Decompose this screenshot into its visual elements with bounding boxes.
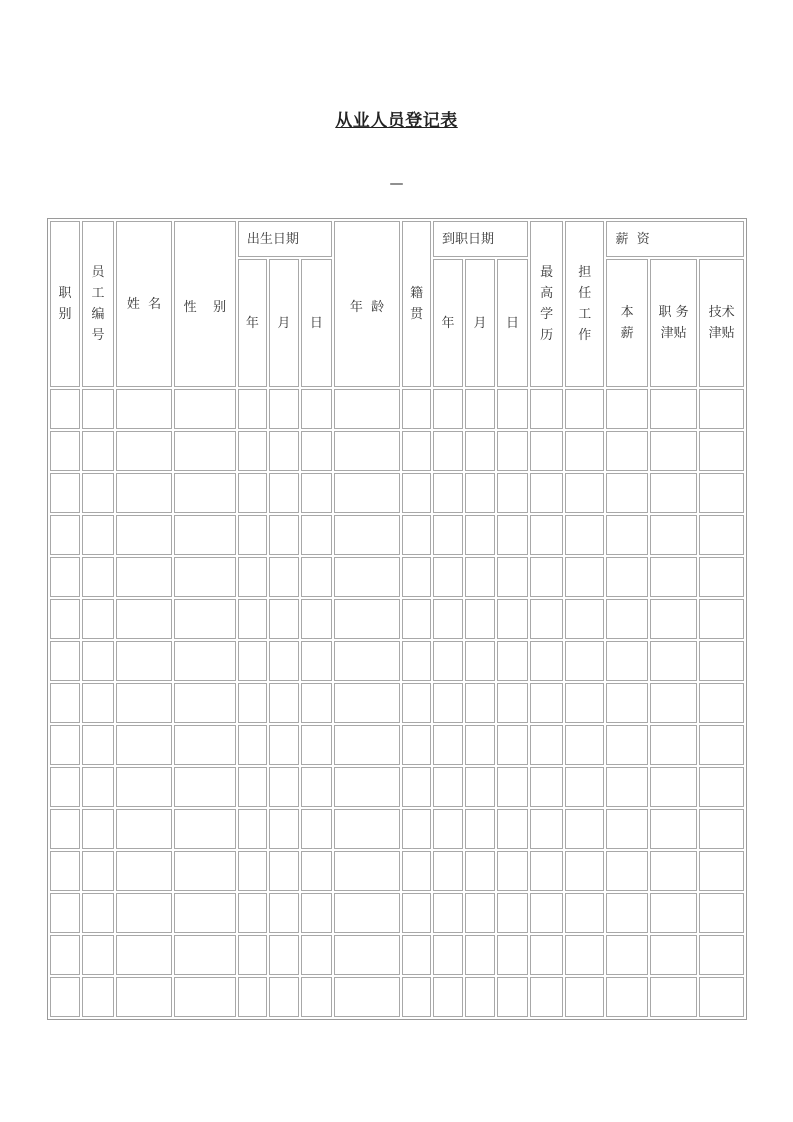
table-row — [50, 641, 744, 681]
table-cell[interactable] — [50, 431, 80, 471]
table-cell[interactable] — [565, 599, 604, 639]
table-cell[interactable] — [334, 767, 400, 807]
table-cell[interactable] — [606, 809, 647, 849]
table-cell[interactable] — [82, 515, 114, 555]
table-cell[interactable] — [82, 683, 114, 723]
header-join-day: 日 — [497, 259, 528, 387]
table-cell[interactable] — [269, 851, 299, 891]
table-cell[interactable] — [497, 935, 528, 975]
header-join-date: 到职日期 — [433, 221, 528, 257]
table-cell[interactable] — [497, 767, 528, 807]
table-cell[interactable] — [530, 557, 563, 597]
table-cell[interactable] — [402, 977, 431, 1017]
table-cell[interactable] — [606, 557, 647, 597]
table-cell[interactable] — [334, 431, 400, 471]
table-cell[interactable] — [606, 893, 647, 933]
table-cell[interactable] — [301, 515, 332, 555]
table-cell[interactable] — [402, 431, 431, 471]
table-cell[interactable] — [50, 389, 80, 429]
table-cell[interactable] — [402, 893, 431, 933]
table-cell[interactable] — [465, 809, 495, 849]
table-cell[interactable] — [433, 725, 463, 765]
table-row — [50, 851, 744, 891]
table-cell[interactable] — [497, 725, 528, 765]
table-cell[interactable] — [699, 515, 744, 555]
table-cell[interactable] — [650, 515, 698, 555]
table-row — [50, 557, 744, 597]
table-cell[interactable] — [699, 851, 744, 891]
table-cell[interactable] — [465, 515, 495, 555]
table-cell[interactable] — [301, 473, 332, 513]
table-cell[interactable] — [699, 977, 744, 1017]
table-cell[interactable] — [465, 557, 495, 597]
table-cell[interactable] — [433, 893, 463, 933]
table-cell[interactable] — [174, 935, 236, 975]
table-cell[interactable] — [465, 767, 495, 807]
table-cell[interactable] — [530, 389, 563, 429]
table-cell[interactable] — [174, 767, 236, 807]
table-cell[interactable] — [269, 641, 299, 681]
table-cell[interactable] — [565, 431, 604, 471]
table-cell[interactable] — [650, 935, 698, 975]
table-cell[interactable] — [433, 809, 463, 849]
table-cell[interactable] — [238, 725, 267, 765]
table-cell[interactable] — [116, 725, 172, 765]
table-cell[interactable] — [238, 935, 267, 975]
table-cell[interactable] — [465, 641, 495, 681]
table-cell[interactable] — [82, 473, 114, 513]
table-cell[interactable] — [465, 473, 495, 513]
table-cell[interactable] — [238, 767, 267, 807]
table-cell[interactable] — [334, 515, 400, 555]
table-cell[interactable] — [50, 893, 80, 933]
table-cell[interactable] — [174, 431, 236, 471]
table-cell[interactable] — [530, 683, 563, 723]
table-cell[interactable] — [465, 977, 495, 1017]
table-cell[interactable] — [334, 473, 400, 513]
header-birth-month: 月 — [269, 259, 299, 387]
table-cell[interactable] — [699, 893, 744, 933]
table-cell[interactable] — [82, 935, 114, 975]
table-cell[interactable] — [465, 389, 495, 429]
table-cell[interactable] — [497, 683, 528, 723]
table-cell[interactable] — [269, 725, 299, 765]
table-cell[interactable] — [433, 557, 463, 597]
table-cell[interactable] — [402, 809, 431, 849]
table-cell[interactable] — [50, 851, 80, 891]
table-cell[interactable] — [301, 935, 332, 975]
table-cell[interactable] — [433, 389, 463, 429]
table-cell[interactable] — [174, 557, 236, 597]
table-cell[interactable] — [238, 515, 267, 555]
table-cell[interactable] — [530, 431, 563, 471]
table-cell[interactable] — [530, 599, 563, 639]
table-cell[interactable] — [82, 809, 114, 849]
table-cell[interactable] — [174, 515, 236, 555]
table-cell[interactable] — [699, 473, 744, 513]
table-cell[interactable] — [497, 851, 528, 891]
table-cell[interactable] — [238, 893, 267, 933]
table-cell[interactable] — [50, 473, 80, 513]
table-cell[interactable] — [465, 893, 495, 933]
table-cell[interactable] — [465, 935, 495, 975]
table-cell[interactable] — [699, 389, 744, 429]
table-cell[interactable] — [82, 893, 114, 933]
table-cell[interactable] — [650, 431, 698, 471]
table-cell[interactable] — [530, 515, 563, 555]
header-position: 职 别 — [50, 221, 80, 387]
table-cell[interactable] — [433, 515, 463, 555]
table-cell[interactable] — [301, 767, 332, 807]
table-cell[interactable] — [433, 431, 463, 471]
table-cell[interactable] — [50, 683, 80, 723]
table-cell[interactable] — [301, 431, 332, 471]
table-cell[interactable] — [116, 641, 172, 681]
table-cell[interactable] — [565, 725, 604, 765]
table-cell[interactable] — [565, 557, 604, 597]
table-cell[interactable] — [565, 473, 604, 513]
table-cell[interactable] — [50, 599, 80, 639]
table-cell[interactable] — [530, 725, 563, 765]
table-cell[interactable] — [50, 557, 80, 597]
table-cell[interactable] — [116, 767, 172, 807]
table-cell[interactable] — [238, 641, 267, 681]
table-cell[interactable] — [402, 683, 431, 723]
table-cell[interactable] — [699, 641, 744, 681]
table-cell[interactable] — [82, 851, 114, 891]
header-birth-day: 日 — [301, 259, 332, 387]
table-cell[interactable] — [334, 893, 400, 933]
table-cell[interactable] — [565, 683, 604, 723]
table-cell[interactable] — [301, 977, 332, 1017]
table-cell[interactable] — [50, 725, 80, 765]
table-cell[interactable] — [82, 431, 114, 471]
table-row — [50, 767, 744, 807]
table-cell[interactable] — [650, 641, 698, 681]
table-cell[interactable] — [606, 515, 647, 555]
table-cell[interactable] — [497, 977, 528, 1017]
table-cell[interactable] — [433, 767, 463, 807]
table-cell[interactable] — [269, 977, 299, 1017]
table-cell[interactable] — [650, 557, 698, 597]
table-cell[interactable] — [174, 599, 236, 639]
table-cell[interactable] — [650, 725, 698, 765]
table-cell[interactable] — [650, 809, 698, 849]
table-cell[interactable] — [565, 515, 604, 555]
table-cell[interactable] — [334, 557, 400, 597]
table-cell[interactable] — [497, 893, 528, 933]
table-cell[interactable] — [565, 809, 604, 849]
table-cell[interactable] — [116, 557, 172, 597]
table-cell[interactable] — [699, 683, 744, 723]
table-cell[interactable] — [497, 641, 528, 681]
header-join-year: 年 — [433, 259, 463, 387]
table-cell[interactable] — [174, 851, 236, 891]
table-cell[interactable] — [334, 935, 400, 975]
table-cell[interactable] — [174, 977, 236, 1017]
table-cell[interactable] — [269, 389, 299, 429]
table-cell[interactable] — [334, 809, 400, 849]
table-cell[interactable] — [402, 557, 431, 597]
table-row — [50, 515, 744, 555]
table-cell[interactable] — [238, 431, 267, 471]
table-row — [50, 389, 744, 429]
table-cell[interactable] — [301, 725, 332, 765]
table-cell[interactable] — [606, 641, 647, 681]
table-cell[interactable] — [50, 935, 80, 975]
table-cell[interactable] — [606, 935, 647, 975]
table-cell[interactable] — [50, 767, 80, 807]
table-cell[interactable] — [269, 683, 299, 723]
table-cell[interactable] — [82, 977, 114, 1017]
table-cell[interactable] — [530, 977, 563, 1017]
table-cell[interactable] — [606, 977, 647, 1017]
table-cell[interactable] — [269, 515, 299, 555]
table-cell[interactable] — [530, 473, 563, 513]
table-cell[interactable] — [269, 599, 299, 639]
table-cell[interactable] — [465, 599, 495, 639]
table-row — [50, 431, 744, 471]
table-cell[interactable] — [433, 935, 463, 975]
table-cell[interactable] — [50, 641, 80, 681]
registration-table — [47, 218, 747, 1020]
table-cell[interactable] — [699, 935, 744, 975]
table-cell[interactable] — [650, 977, 698, 1017]
table-cell[interactable] — [565, 935, 604, 975]
table-cell[interactable] — [116, 473, 172, 513]
table-cell[interactable] — [699, 431, 744, 471]
table-cell[interactable] — [50, 809, 80, 849]
table-cell[interactable] — [433, 977, 463, 1017]
table-cell[interactable] — [301, 893, 332, 933]
header-salary: 薪 资 — [606, 221, 744, 257]
table-cell[interactable] — [699, 767, 744, 807]
table-cell[interactable] — [606, 725, 647, 765]
table-cell[interactable] — [433, 599, 463, 639]
table-cell[interactable] — [530, 893, 563, 933]
table-cell[interactable] — [606, 473, 647, 513]
table-cell[interactable] — [238, 473, 267, 513]
table-cell[interactable] — [606, 683, 647, 723]
table-cell[interactable] — [497, 599, 528, 639]
table-cell[interactable] — [238, 683, 267, 723]
table-cell[interactable] — [565, 851, 604, 891]
table-cell[interactable] — [269, 935, 299, 975]
table-cell[interactable] — [334, 977, 400, 1017]
table-cell[interactable] — [116, 851, 172, 891]
table-cell[interactable] — [269, 893, 299, 933]
page-title: 从业人员登记表 — [335, 111, 458, 131]
header-origin: 籍 贯 — [402, 221, 431, 387]
header-join-month: 月 — [465, 259, 495, 387]
table-cell[interactable] — [82, 599, 114, 639]
table-cell[interactable] — [174, 473, 236, 513]
table-cell[interactable] — [301, 851, 332, 891]
table-cell[interactable] — [699, 809, 744, 849]
table-cell[interactable] — [650, 599, 698, 639]
table-cell[interactable] — [116, 599, 172, 639]
header-duty-allowance: 职 务 津贴 — [650, 259, 698, 387]
header-birth-date: 出生日期 — [238, 221, 332, 257]
table-cell[interactable] — [565, 641, 604, 681]
table-cell[interactable] — [650, 851, 698, 891]
table-cell[interactable] — [433, 683, 463, 723]
table-cell[interactable] — [433, 641, 463, 681]
table-cell[interactable] — [82, 557, 114, 597]
table-cell[interactable] — [465, 725, 495, 765]
table-cell[interactable] — [606, 431, 647, 471]
table-cell[interactable] — [174, 893, 236, 933]
table-cell[interactable] — [116, 977, 172, 1017]
table-cell[interactable] — [116, 515, 172, 555]
table-cell[interactable] — [301, 557, 332, 597]
table-body — [50, 389, 744, 1017]
table-cell[interactable] — [301, 599, 332, 639]
subtitle-dash: — — [389, 176, 404, 192]
table-cell[interactable] — [565, 893, 604, 933]
table-cell[interactable] — [301, 389, 332, 429]
table-cell[interactable] — [565, 977, 604, 1017]
table-cell[interactable] — [174, 809, 236, 849]
table-cell[interactable] — [530, 851, 563, 891]
table-cell[interactable] — [402, 935, 431, 975]
header-employee-number: 员 工 编 号 — [82, 221, 114, 387]
header-birth-year: 年 — [238, 259, 267, 387]
table-cell[interactable] — [116, 389, 172, 429]
table-cell[interactable] — [650, 389, 698, 429]
header-gender: 性 别 — [174, 221, 236, 387]
table-cell[interactable] — [565, 389, 604, 429]
table-cell[interactable] — [269, 809, 299, 849]
table-cell[interactable] — [497, 389, 528, 429]
table-cell[interactable] — [465, 683, 495, 723]
table-cell[interactable] — [497, 557, 528, 597]
table-cell[interactable] — [530, 809, 563, 849]
table-cell[interactable] — [238, 389, 267, 429]
table-cell[interactable] — [402, 767, 431, 807]
table-cell[interactable] — [50, 515, 80, 555]
table-cell[interactable] — [530, 935, 563, 975]
table-cell[interactable] — [465, 851, 495, 891]
table-cell[interactable] — [269, 431, 299, 471]
header-education: 最 高 学 历 — [530, 221, 563, 387]
table-cell[interactable] — [650, 767, 698, 807]
table-row — [50, 725, 744, 765]
table-cell[interactable] — [565, 767, 604, 807]
table-cell[interactable] — [530, 641, 563, 681]
table-cell[interactable] — [82, 389, 114, 429]
table-cell[interactable] — [334, 851, 400, 891]
table-cell[interactable] — [497, 431, 528, 471]
table-cell[interactable] — [238, 599, 267, 639]
table-cell[interactable] — [606, 599, 647, 639]
table-cell[interactable] — [699, 557, 744, 597]
table-cell[interactable] — [269, 557, 299, 597]
table-cell[interactable] — [334, 683, 400, 723]
header-age: 年 龄 — [334, 221, 400, 387]
table-cell[interactable] — [334, 725, 400, 765]
table-cell[interactable] — [402, 473, 431, 513]
table-cell[interactable] — [174, 725, 236, 765]
table-cell[interactable] — [433, 851, 463, 891]
header-name: 姓 名 — [116, 221, 172, 387]
table-cell[interactable] — [116, 809, 172, 849]
table-row — [50, 473, 744, 513]
table-cell[interactable] — [301, 683, 332, 723]
table-cell[interactable] — [82, 725, 114, 765]
header-tech-allowance: 技术 津贴 — [699, 259, 744, 387]
table-cell[interactable] — [530, 767, 563, 807]
table-cell[interactable] — [402, 725, 431, 765]
table-cell[interactable] — [402, 599, 431, 639]
table-cell[interactable] — [238, 851, 267, 891]
table-cell[interactable] — [82, 767, 114, 807]
table-cell[interactable] — [174, 683, 236, 723]
table-cell[interactable] — [606, 851, 647, 891]
table-cell[interactable] — [334, 389, 400, 429]
table-cell[interactable] — [116, 893, 172, 933]
table-cell[interactable] — [699, 599, 744, 639]
table-row — [50, 599, 744, 639]
table-row — [50, 809, 744, 849]
table-cell[interactable] — [174, 641, 236, 681]
table-cell[interactable] — [116, 431, 172, 471]
header-base-pay: 本 薪 — [606, 259, 647, 387]
table-cell[interactable] — [606, 767, 647, 807]
table-cell[interactable] — [269, 767, 299, 807]
table-cell[interactable] — [650, 683, 698, 723]
table-cell[interactable] — [334, 599, 400, 639]
table-cell[interactable] — [238, 977, 267, 1017]
table-cell[interactable] — [238, 557, 267, 597]
table-cell[interactable] — [238, 809, 267, 849]
table-cell[interactable] — [174, 389, 236, 429]
table-cell[interactable] — [301, 809, 332, 849]
table-cell[interactable] — [402, 389, 431, 429]
table-cell[interactable] — [50, 977, 80, 1017]
table-row — [50, 977, 744, 1017]
table-cell[interactable] — [606, 389, 647, 429]
table-cell[interactable] — [269, 473, 299, 513]
table-row — [50, 893, 744, 933]
table-cell[interactable] — [465, 431, 495, 471]
table-cell[interactable] — [699, 725, 744, 765]
table-cell[interactable] — [116, 935, 172, 975]
table-cell[interactable] — [497, 809, 528, 849]
table-cell[interactable] — [116, 683, 172, 723]
table-cell[interactable] — [301, 641, 332, 681]
table-cell[interactable] — [402, 515, 431, 555]
table-cell[interactable] — [497, 473, 528, 513]
table-cell[interactable] — [334, 641, 400, 681]
table-row — [50, 683, 744, 723]
table-cell[interactable] — [497, 515, 528, 555]
table-cell[interactable] — [650, 893, 698, 933]
header-job: 担 任 工 作 — [565, 221, 604, 387]
table-cell[interactable] — [402, 641, 431, 681]
table-cell[interactable] — [650, 473, 698, 513]
table-cell[interactable] — [433, 473, 463, 513]
table-cell[interactable] — [82, 641, 114, 681]
table-row — [50, 935, 744, 975]
table-cell[interactable] — [402, 851, 431, 891]
